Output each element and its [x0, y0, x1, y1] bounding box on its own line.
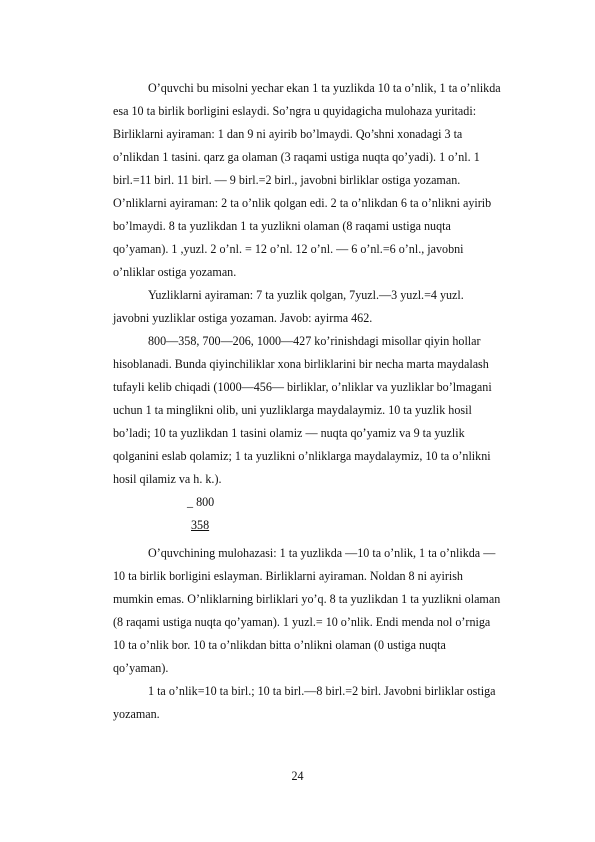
text-line: hosil qilamiz va h. k.).	[113, 472, 222, 486]
text-line: (8 raqami ustiga nuqta qo’yaman). 1 yuzl.= 10 o’nlik. Endi menda nol o’rniga	[113, 615, 491, 629]
text-line: bo’ladi; 10 ta yuzlikdan 1 tasini olamiz — nuqta qo’yamiz va 9 ta yuzlik	[113, 426, 465, 440]
text-line: O’quvchining mulohazasi: 1 ta yuzlikda —10 ta o’nlik, 1 ta o’nlikda —	[148, 546, 496, 560]
text-line: bo’lmaydi. 8 ta yuzlikdan 1 ta yuzlikni olaman (8 raqami ustiga nuqta	[113, 219, 451, 233]
text-line: hisoblanadi. Bunda qiyinchiliklar xona birliklarini bir necha marta maydalash	[113, 357, 489, 371]
text-line: Yuzliklarni ayiraman: 7 ta yuzlik qolgan, 7yuzl.—3 yuzl.=4 yuzl.	[148, 288, 464, 302]
text-line: Birliklarni ayiraman: 1 dan 9 ni ayirib bo’lmaydi. Qo’shni xonadagi 3 ta	[113, 127, 463, 141]
text-line: tufayli kelib chiqadi (1000—456— birliklar, o’nliklar va yuzliklar bo’lmagani	[113, 380, 492, 394]
text-line: O’nliklarni ayiraman: 2 ta o’nlik qolgan edi. 2 ta o’nlikdan 6 ta o’nlikni ayirib	[113, 196, 492, 210]
text-line: qo’yaman). 1 ,yuzl. 2 o’nl. = 12 o’nl. 12 o’nl. — 6 o’nl.=6 o’nl., javobni	[113, 242, 464, 256]
text-line: qo’yaman).	[113, 661, 169, 675]
text-line: 800—358, 700—206, 1000—427 ko’rinishdagi misollar qiyin hollar	[148, 334, 481, 348]
text-line: 10 ta birlik borligini eslayman. Birliklarni ayiraman. Noldan 8 ni ayirish	[113, 569, 463, 583]
subtraction-subtrahend: 358	[191, 518, 210, 532]
text-line: yozaman.	[113, 707, 160, 721]
subtraction-minuend: _ 800	[187, 495, 215, 509]
text-line: esa 10 ta birlik borligini eslaydi. So’ngra u quyidagicha mulohaza yuritadi:	[113, 104, 477, 118]
text-line: O’quvchi bu misolni yechar ekan 1 ta yuzlikda 10 ta o’nlik, 1 ta o’nlikda	[148, 81, 501, 95]
text-line: mumkin emas. O’nliklarning birliklari yo’q. 8 ta yuzlikdan 1 ta yuzlikni olaman	[113, 592, 501, 606]
text-line: 10 ta o’nlik bor. 10 ta o’nlikdan bitta o’nlikni olaman (0 ustiga nuqta	[113, 638, 446, 652]
text-line: 1 ta o’nlik=10 ta birl.; 10 ta birl.—8 birl.=2 birl. Javobni birliklar ostiga	[148, 684, 496, 698]
text-line: uchun 1 ta minglikni olib, uni yuzliklarga maydalaymiz. 10 ta yuzlik hosil	[113, 403, 472, 417]
page-number: 24	[291, 769, 304, 783]
text-line: o’nlikdan 1 tasini. qarz ga olaman (3 raqami ustiga nuqta qo’yadi). 1 o’nl. 1	[113, 150, 480, 164]
text-line: o’nliklar ostiga yozaman.	[113, 265, 237, 279]
text-line: javobni yuzliklar ostiga yozaman. Javob: ayirma 462.	[113, 311, 373, 325]
text-line: qolganini eslab qolamiz; 1 ta yuzlikni o’nliklarga maydalaymiz, 10 ta o’nlikni	[113, 449, 491, 463]
text-line: birl.=11 birl. 11 birl. — 9 birl.=2 birl., javobni birliklar ostiga yozaman.	[113, 173, 461, 187]
